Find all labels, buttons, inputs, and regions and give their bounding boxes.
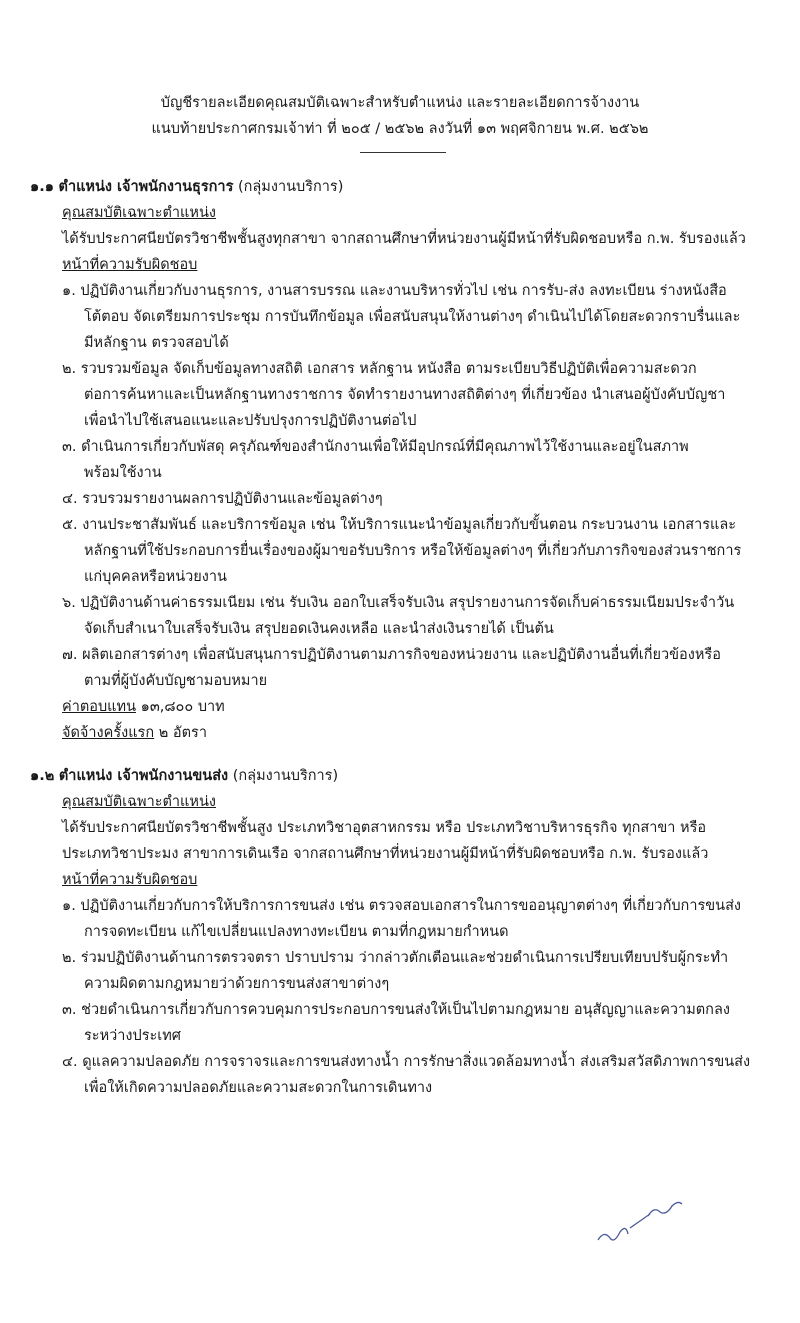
hire-label: จัดจ้างครั้งแรก [62, 725, 155, 741]
duty-text: โต้ตอบ จัดเตรียมการประชุม การบันทึกข้อมูล เพื่อสนับสนุนให้งานต่างๆ ดำเนินไปได้โดยสะดวกราบรื่นและ [84, 309, 741, 325]
duty-text: ๑. ปฏิบัติงานเกี่ยวกับการให้บริการการขนส่ง เช่น ตรวจสอบเอกสารในการขออนุญาตต่างๆ ที่เกี่ยวกับการขนส่ง [62, 898, 742, 914]
duty-line [62, 359, 697, 379]
position-group: (กลุ่มงานบริการ) [232, 768, 339, 784]
qualification-text: ได้รับประกาศนียบัตรวิชาชีพชั้นสูง ประเภทวิชาอุตสาหกรรม หรือ ประเภทวิชาบริหารธุรกิจ ทุกสาขา หรือ [62, 820, 707, 836]
qualification-label-text: คุณสมบัติเฉพาะตำแหน่ง [62, 205, 216, 221]
section-heading [30, 766, 338, 786]
duty-text: ๑. ปฏิบัติงานเกี่ยวกับงานธุรการ, งานสารบรรณ และงานบริหารทั่วไป เช่น การรับ-ส่ง ลงทะเบียน ร่างหนังสือ [62, 283, 727, 299]
duty-text: ๓. ดำเนินการเกี่ยวกับพัสดุ ครุภัณฑ์ของสำนักงานเพื่อให้มีอุปกรณ์ที่มีคุณภาพไว้ใช้งานและอยู่ในสภาพ [62, 439, 689, 455]
duty-line [62, 948, 728, 968]
duty-line [62, 515, 736, 535]
duty-text: เพื่อให้เกิดความปลอดภัยและความสะดวกในการเดินทาง [84, 1080, 433, 1096]
duty-line [84, 619, 554, 639]
qualification-text: ได้รับประกาศนียบัตรวิชาชีพชั้นสูงทุกสาขา จากสถานศึกษาที่หน่วยงานผู้มีหน้าที่รับผิดชอบหรือ ก.พ. รับรองแล้ว [62, 231, 746, 247]
duty-text: ๗. ผลิตเอกสารต่างๆ เพื่อสนับสนุนการปฏิบัติงานตามภารกิจของหน่วยงาน และปฏิบัติงานอื่นที่เกี่ยวข้องหรือ [62, 647, 721, 663]
section-number: ๑.๑ [30, 179, 54, 195]
duty-line [84, 333, 229, 353]
hiring-count [62, 723, 207, 743]
duty-text: ๓. ช่วยดำเนินการเกี่ยวกับการควบคุมการประกอบการขนส่งให้เป็นไปตามกฎหมาย อนุสัญญาและความตกลง [62, 1002, 730, 1018]
duty-text: ระหว่างประเทศ [84, 1028, 181, 1044]
duties-label [62, 255, 197, 275]
pay-value: ๑๓,๘๐๐ บาท [140, 699, 225, 715]
duty-line [84, 671, 267, 691]
duty-line [84, 974, 389, 994]
section-heading [30, 177, 343, 197]
duty-line [84, 385, 725, 405]
duties-label [62, 870, 197, 890]
duty-line [62, 593, 734, 613]
duty-line [84, 1078, 432, 1098]
duty-text: เพื่อนำไปใช้เสนอแนะและปรับปรุงการปฏิบัติงานต่อไป [84, 413, 417, 429]
duty-text: ๒. ร่วมปฏิบัติงานด้านการตรวจตรา ปราบปราม ว่ากล่าวตักเตือนและช่วยดำเนินการเปรียบเทียบปรับผู้กระทำ [62, 950, 729, 966]
qualification-text: ประเภทวิชาประมง สาขาการเดินเรือ จากสถานศึกษาที่หน่วยงานผู้มีหน้าที่รับผิดชอบหรือ ก.พ. รับรองแล้ว [62, 846, 709, 862]
duty-text: ๖. ปฏิบัติงานด้านค่าธรรมเนียม เช่น รับเงิน ออกใบเสร็จรับเงิน สรุปรายงานการจัดเก็บค่าธรรมเนียมประจำวัน [62, 595, 735, 611]
document-title: บัญชีรายละเอียดคุณสมบัติเฉพาะสำหรับตำแหน่ง และรายละเอียดการจ้างงาน [160, 95, 640, 111]
duty-text: ความผิดตามกฎหมายว่าด้วยการขนส่งสาขาต่างๆ [84, 976, 390, 992]
duty-line [84, 411, 416, 431]
duty-text: การจดทะเบียน แก้ไขเปลี่ยนแปลงทางทะเบียน ตามที่กฎหมายกำหนด [84, 924, 509, 940]
duty-line [84, 567, 227, 587]
section-number: ๑.๒ [30, 768, 55, 784]
document-subtitle: แนบท้ายประกาศกรมเจ้าท่า ที่ ๒๐๕ / ๒๕๖๒ ลงวันที่ ๑๓ พฤศจิกายน พ.ศ. ๒๕๖๒ [151, 121, 649, 137]
qualification-line [62, 229, 746, 249]
duty-text: พร้อมใช้งาน [84, 465, 162, 481]
qualification-line [62, 818, 706, 838]
duties-label-text: หน้าที่ความรับผิดชอบ [62, 257, 198, 273]
duty-line [84, 1026, 181, 1046]
duty-line [62, 437, 689, 457]
duty-text: ๒. รวบรวมข้อมูล จัดเก็บข้อมูลทางสถิติ เอกสาร หลักฐาน หนังสือ ตามระเบียบวิธีปฏิบัติเพื่อความสะดวก [62, 361, 697, 377]
duty-text: ๔. ดูแลความปลอดภัย การจราจรและการขนส่งทางน้ำ การรักษาสิ่งแวดล้อมทางน้ำ ส่งเสริมสวัสดิภาพการขนส่ง [62, 1054, 751, 1070]
duty-line [62, 1000, 730, 1020]
position-title: ตำแหน่ง เจ้าพนักงานขนส่ง [58, 768, 229, 784]
duty-text: หลักฐานที่ใช้ประกอบการยื่นเรื่องของผู้มาขอรับบริการ หรือให้ข้อมูลต่างๆ ที่เกี่ยวกับภารกิจของส่วนราชการ [84, 543, 742, 559]
duty-text: ตามที่ผู้บังคับบัญชามอบหมาย [84, 673, 268, 689]
duty-line [84, 307, 740, 327]
duty-text: จัดเก็บสำเนาใบเสร็จรับเงิน สรุปยอดเงินคงเหลือ และนำส่งเงินรายได้ เป็นต้น [84, 621, 554, 637]
qualification-label [62, 203, 216, 223]
duty-line [62, 1052, 750, 1072]
compensation [62, 697, 225, 717]
position-group: (กลุ่มงานบริการ) [237, 179, 344, 195]
duty-line [84, 922, 509, 942]
duty-line [62, 281, 727, 301]
qualification-label [62, 792, 216, 812]
title-divider [360, 152, 446, 153]
hire-value: ๒ อัตรา [158, 725, 207, 741]
duty-text: ต่อการค้นหาและเป็นหลักฐานทางราชการ จัดทำรายงานทางสถิติต่างๆ ที่เกี่ยวข้อง นำเสนอผู้บังคับบัญชา [84, 387, 726, 403]
duty-line [62, 896, 741, 916]
duty-text: มีหลักฐาน ตรวจสอบได้ [84, 335, 229, 351]
duty-line [62, 489, 383, 509]
duty-text: ๕. งานประชาสัมพันธ์ และบริการข้อมูล เช่น ให้บริการแนะนำข้อมูลเกี่ยวกับขั้นตอน กระบวนงาน เอกสารและ [62, 517, 737, 533]
qualification-line [62, 844, 708, 864]
duties-label-text: หน้าที่ความรับผิดชอบ [62, 872, 198, 888]
duty-line [84, 541, 741, 561]
duty-text: ๔. รวบรวมรายงานผลการปฏิบัติงานและข้อมูลต่างๆ [62, 491, 383, 507]
duty-line [62, 645, 721, 665]
handwritten-signature [590, 1180, 710, 1250]
position-title: ตำแหน่ง เจ้าพนักงานธุรการ [58, 179, 234, 195]
qualification-label-text: คุณสมบัติเฉพาะตำแหน่ง [62, 794, 216, 810]
duty-text: แก่บุคคลหรือหน่วยงาน [84, 569, 227, 585]
pay-label: ค่าตอบแทน [62, 699, 136, 715]
duty-line [84, 463, 162, 483]
